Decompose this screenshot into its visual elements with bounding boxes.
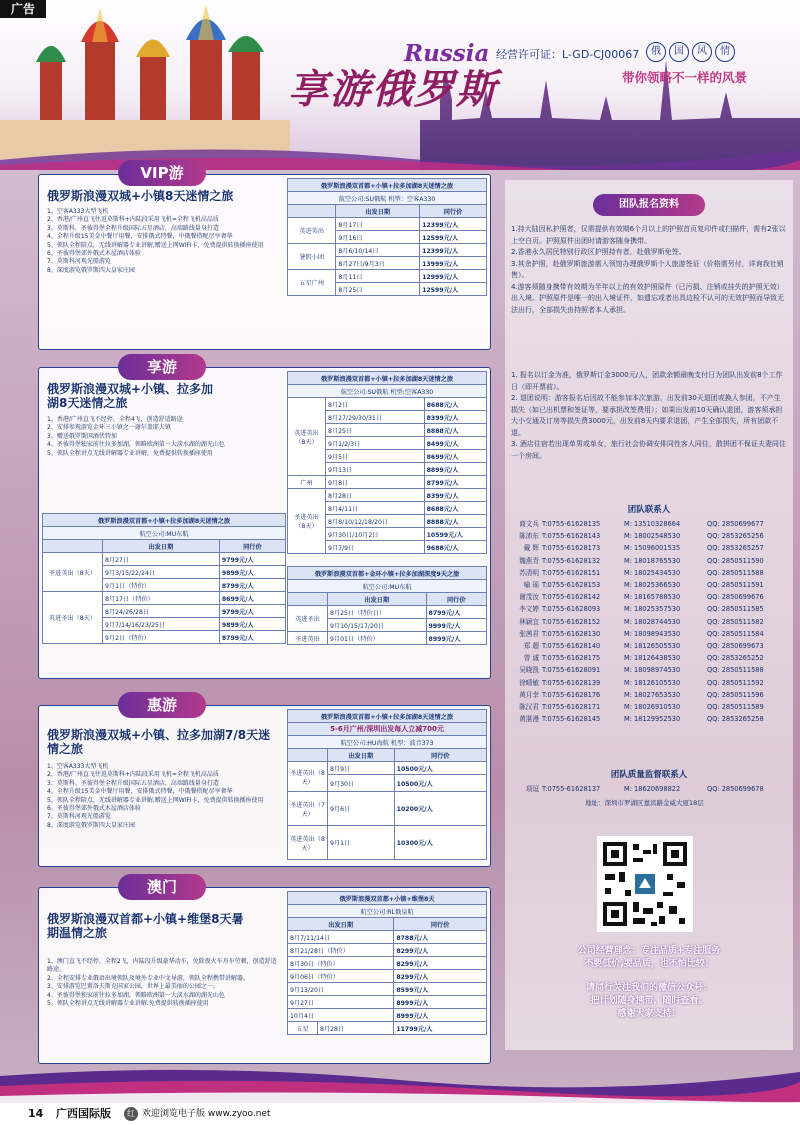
circle-char: 情 [715,42,735,62]
contact-row: 陈汉君 T:0755-61628171 M: 18026910530 QQ: 2850511589 [519,703,764,712]
bottom-wave-decoration [0,1066,800,1104]
table-title: 俄罗斯浪漫双首都+金环小镇+拉多加湖深度9天之旅 [288,567,487,580]
table-row: 9月06日（特价） 8299元/人 [288,970,487,983]
contact-row: 商文兵 T:0755-61628135 M: 13510328664 QQ: 2850699677 [519,520,764,528]
airline-info: 航空公司:RL俄皇航 [288,905,487,918]
signup-paragraphs [511,224,787,316]
booking-note: 2. 退团说明：游客报名后因故不能参加本次旅游，出发前30天退团或换人参团，不产生损失（如已出机票和签证等，要承担改签费用）；如果出发前10天确认退团，游客须承担大小交通及订房等损失费3000元，出发前8天内要求退团，产生全部损失，所有团款不退。 [511,394,783,437]
russia-word: Russia [404,40,490,67]
license-number: 经营许可证：L-GD-CJ00067 [496,48,640,61]
table-row: 9月13日 8899元/人 [288,463,487,476]
vip-bullet: 3、莫斯科、圣彼得堡全程升级国际五星酒店，高端路线量身打造 [47,224,219,232]
signup-pill: 团队报名资料 [593,194,705,216]
hui-bullet: 5、领队全程陪点，无线讲解器专业讲解,赠送上网WIFI卡，免费提供转换插座使用 [47,796,264,804]
signup-para: 4.游客须随身携带有效期为半年以上的有效护照原件（已污损、注销或挂失的护照无效）出入境。护照原件是唯一的出入境证件，如遗忘或者出具边检不认可的无效护照而导致无法出行，全部损失由持照者本人承担。 [511,282,784,314]
vip-bullets [47,208,287,275]
table-row: 10月4日 8999元/人 [288,1009,487,1022]
contact-row: 张茜君 T:0755-61628130 M: 18098943530 QQ: 2850511584 [519,629,764,638]
table-row: 圣进英出 9月01日（特价） 8999元/人 [288,632,487,645]
wechat-line: 把计划随身携带，随时查看。 [590,996,708,1006]
contact-row: 徐晴敏 T:0755-61628139 M: 18126105530 QQ: 2850511592 [519,678,764,687]
circle-char: 国 [669,42,689,62]
hui-bullet: 8、深度游览俄罗斯四大皇家庄园 [47,821,135,829]
table-row: 圣进英出（8天） 8月27日 9799元/人 [43,553,286,566]
table-row: 8月27/29/30/31日 8399元/人 [288,411,487,424]
airline-info: 航空公司:MU东航 [288,580,487,593]
hui-bullets [47,763,287,830]
table-row: 9月2日（特价） 8799元/人 [43,631,286,644]
macau-bullet: 1、澳门直飞不经停，全程2飞，内陆段升级豪华动车，免除夜火车舟车劳顿，创造舒适路途。 [47,958,277,974]
table-title: 俄罗斯浪漫双首都+小镇+拉多加湖8天迷情之旅 [288,179,487,192]
paper-name: 广西国际版 [56,1107,111,1120]
xiang-price-table [287,371,487,554]
supervise-row: 项逗 T:0755-61628137 M: 18620698822 QQ: 2850699678 [525,785,764,793]
table-row: 9月30日 10500元/人 [288,775,487,792]
circle-characters [646,42,735,62]
contact-row: 郑 超 T:0755-61628140 M: 18126505530 QQ: 2850699673 [523,642,764,651]
xiang-bullet: 3、赠送俄罗斯国酒伏特加 [47,432,117,440]
vip-price-table [287,178,487,296]
table-row: 8月21/28日（特价） 8299元/人 [288,944,487,957]
table-row: 暑假小团 8月6/10/14日 12399元/人 [288,244,487,257]
macau-bullet: 4、圣彼得堡独家前往拉多加湖，领略欧洲第一大淡水湖的湖光山色 [47,991,225,999]
table-row: 8月4/11日 8688元/人 [288,502,487,515]
contact-row: 李文婷 T:0755-61628093 M: 18025357530 QQ: 2850511585 [519,605,764,614]
macau-bullets [47,958,277,1008]
table-row: 9月30日/10月2日 10599元/人 [288,528,487,541]
ad-tag: 广告 [0,0,46,18]
contact-row: 曾 诚 T:0755-61628175 M: 18126438530 QQ: 2853265252 [523,654,764,663]
airline-info: 航空公司:HU海航 机型：波音373 [288,736,487,749]
table-row: 英进圣出（8天） 8月17日（特价） 8699元/人 [43,592,286,605]
xiang-bullet: 2、安排参观游览金环三小镇之一谢尔盖耶夫镇 [47,424,171,432]
macau-card [38,887,491,1064]
hui-bullet: 7、莫斯科河观光船游览 [47,813,111,821]
contact-row: 魏燕青 T:0755-61628132 M: 18018765530 QQ: 2850511590 [519,556,764,565]
table-row: 9月10/15/17/20日 9999元/人 [288,619,487,632]
xiang-bullet: 4、圣彼得堡独家前往拉多加湖，领略欧洲第一大淡水湖的湖光山色 [47,441,225,449]
table-row: 8月7/11/14日 8788元/人 [288,931,487,944]
table-row: 五星 8月28日 11799元/人 [288,1022,487,1035]
hui-bullet: 3、莫斯科、圣彼得堡全程升级国际五星酒店，高端路线量身打造 [47,779,219,787]
contact-list [505,518,793,725]
vip-bullet: 7、莫斯科河观光船游览 [47,258,111,266]
airline-info: 航空公司:MU东航 [43,527,286,540]
table-row: 英进圣出 8月25日（特价日） 8799元/人 [288,606,487,619]
table-row: 英进英出 8月17日 12399元/人 [288,218,487,231]
philosophy [505,945,793,971]
table-row: 9月27日 8999元/人 [288,996,487,1009]
xiang-card [38,367,491,679]
booking-notes [511,370,787,462]
contact-row: 陈沛东 T:0755-61628143 M: 18002548530 QQ: 2853265256 [519,532,764,541]
hui-bullet: 4、全程升级15美金中餐厅用餐，安排俄式特餐，中俄餐搭配尽享奢华 [47,788,233,796]
macau-price-table: 俄罗斯浪漫双首都+小镇+维堡8天 航空公司:RL俄皇航 出发日期 同行价 8月7/11/14日 8788元/人 8月21/28日（特价） 8299元/人 8月30日（特价） 8299元/人 9月06日（特价） 8299元/人 9月13/20日 8599元/人 9月27日 8999元/人 10月4日 8999元/人 五星 8月28日 11799元/人 [287,891,487,1035]
table-row: 8月8/10/12/18/20日 8888元/人 [288,515,487,528]
table-row: 9月1日（特价） 8799元/人 [43,579,286,592]
vip-bullet: 4、全程升级15美金中餐厅用餐，安排俄式特餐，中俄餐搭配尽享奢华 [47,233,233,241]
contact-title: 团队联系人 [627,505,671,515]
contact-row: 林颖宜 T:0755-61628152 M: 18028744530 QQ: 2850511582 [519,617,764,626]
table-row: 8月27日/9月3日 13999元/人 [288,257,487,270]
table-row: 圣进英出（7天） 9月6日 10200元/人 [288,792,487,826]
xiang-mu-table: 俄罗斯浪漫双首都+小镇+拉多加湖8天迷情之旅 航空公司:MU东航 出发日期 同行价 圣进英出（8天） 8月27日 9799元/人 9月3/15/22/24日 9899元/人 9月1日（特价） 8799元/人 英进圣出（8天） 8月17日（特价） 8699元/人 8月24/26/28日 9799元/人 9月7/14/16/23/25日 9899元/人 9月2日（特价） 8799元/人 [42,513,286,644]
vip-card [38,174,491,350]
contact-row: 喻 瑶 T:0755-61628153 M: 18025366530 QQ: 2850511591 [523,581,764,590]
calligraphy-title: 享游俄罗斯 [288,66,498,113]
vip-bullet: 8、深度游览俄罗斯四大皇家庄园 [47,266,135,274]
table-row: 英进英出（8天） 8月2日 8688元/人 [288,398,487,411]
airline-info: 航空公司:SU俄航 机型：空客A330 [288,192,487,205]
table-row: 圣进英出（8天） 8月28日 8399元/人 [288,489,487,502]
signup-para: 1.持大陆因私护照者，仅需提供有效期6个月以上的护照首页复印件或扫描件，需有2张以上空白页。护照原件出团时请游客随身携带。 [511,225,786,245]
booking-note: 1. 报名以订金为准，俄罗斯订金3000元/人，团款余额最晚支付日为团队出发前8个工作日（即开票前）。 [511,371,783,391]
table-row: 英进英出（8天） 9月1日 10300元/人 [288,826,487,860]
xiang-9day-table: 俄罗斯浪漫双首都+金环小镇+拉多加湖深度9天之旅 航空公司:MU东航 出发日期 同行价 英进圣出 8月25日（特价日） 8799元/人 9月10/15/17/20日 9999元/人 圣进英出 9月01日（特价） 8999元/人 [287,566,487,645]
hui-title: 俄罗斯浪漫双城+小镇、拉多加湖7/8天迷情之旅 [47,728,271,756]
xiang-pill: 享游 [118,354,206,380]
right-column [505,180,793,1050]
table-title: 俄罗斯浪漫双首都+小镇+拉多加湖8天迷情之旅 [288,710,487,723]
philosophy-line: 不要低价,要品质，也不怕比较！ [584,959,714,969]
address: 地址：深圳市罗湖区嘉宾路金威大厦18层 [585,799,704,807]
hui-bullet: 1、空客A333大型飞机 [47,763,109,770]
contact-row: 黄湛漫 T:0755-61628145 M: 18129952530 QQ: 2853265258 [519,715,764,724]
macau-pill: 澳门 [118,874,206,900]
xiang-title: 俄罗斯浪漫双城+小镇、拉多加湖8天迷情之旅 [47,382,214,410]
macau-bullet: 3、安排游览巴甫洛夫斯克国家公园，世界上最美丽的公园之一。 [47,983,219,991]
table-row: 9月1/2/3日 8499元/人 [288,437,487,450]
macau-bullet: 5、领队全程讲点无线讲解器专业讲解.免费提供转换插座使用 [47,1000,209,1008]
wechat-qr-code-icon [597,836,693,932]
table-title: 俄罗斯浪漫双首都+小镇+维堡8天 [288,892,487,905]
col-date: 出发日期 [336,205,420,218]
table-title: 俄罗斯浪漫双首都+小镇+拉多加湖8天迷情之旅 [288,372,487,385]
table-row: 8月25日 12599元/人 [288,283,487,296]
vip-bullet: 1、空客A333大型飞机 [47,208,109,215]
vip-bullet: 5、领队全程陪点，无线讲解器专业讲解,赠送上网WIFI卡，免费提供转换插座使用 [47,241,264,249]
table-row: 8月25日 8888元/人 [288,424,487,437]
table-row: 9月16日 12599元/人 [288,231,487,244]
footer-url-text[interactable]: 欢迎浏览电子版 www.zyoo.net [142,1109,271,1119]
promo-text: 5-6月广州/深圳出发每人立减700元 [288,723,487,736]
airline-info: 航空公司:SU俄航 机型:空客A330 [288,385,487,398]
vip-bullet: 6、圣彼得堡郊外俄式木屋酒店体验 [47,250,141,258]
vip-bullet: 2、香港/广州直飞往返莫斯科+内陆段采用飞机=全程飞机高品质 [47,216,219,224]
table-row: 9月13/20日 8599元/人 [288,983,487,996]
hui-bullet: 2、香港/广州直飞往返莫斯科+内陆段采用飞机=全程飞机高品质 [47,771,219,779]
table-title: 俄罗斯浪漫双首都+小镇+拉多加湖8天迷情之旅 [43,514,286,527]
table-row: 五星广州 8月11日 12999元/人 [288,270,487,283]
slogan: 带你领略不一样的风景 [622,70,748,85]
vip-title: 俄罗斯浪漫双城+小镇8天迷情之旅 [47,189,234,203]
contact-row: 黄月幸 T:0755-61628176 M: 18027653530 QQ: 2850511596 [519,690,764,699]
table-row: 8月30日（特价） 8299元/人 [288,957,487,970]
table-row: 9月3/15/22/24日 9899元/人 [43,566,286,579]
red-logo-icon: 红 [124,1107,138,1121]
hui-price-table: 俄罗斯浪漫双首都+小镇+拉多加湖8天迷情之旅 5-6月广州/深圳出发每人立减700元 航空公司:HU海航 机型：波音373 出发日期 同行价 圣进英出（8天） 8月9日 10500元/人 9月30日 10500元/人 圣进英出（7天） 9月6日 10200元/人 英进英出（8天） 9月1日 10300元/人 [287,709,487,860]
circle-char: 俄 [646,42,666,62]
col-price: 同行价 [420,205,487,218]
supervise-title: 团队质量监督联系人 [610,770,688,780]
table-row: 9月7/9日 9688元/人 [288,541,487,554]
table-row: 8月24/26/28日 9799元/人 [43,605,286,618]
signup-para: 3.其余护照，赴俄罗斯旅游需入领馆办理俄罗斯个人旅游签证（价格需另付，详询我社销售）。 [511,259,784,279]
hui-bullet: 6、圣彼得堡郊外俄式木屋酒店体验 [47,805,141,813]
booking-note: 3. 酒店住宿若出现单男或单女，旅行社会协调安排同性客人同住，散拼团不保证夫妻同住一个房间。 [511,440,786,460]
table-row: 9月5日 8699元/人 [288,450,487,463]
hui-card [38,705,491,867]
circle-char: 风 [692,42,712,62]
wechat-line: 感谢大家支持！ [617,1009,681,1019]
table-row: 圣进英出（8天） 8月9日 10500元/人 [288,762,487,775]
xiang-bullet: 5、领队全程讲点无线讲解器专业讲解，免费提供转换插座使用 [47,449,213,457]
table-row: 广州 9月8日 8799元/人 [288,476,487,489]
table-row: 9月7/14/16/23/25日 9899元/人 [43,618,286,631]
signup-para: 2.香港永久居民特别行政区护照持有者，赴俄罗斯免签。 [511,248,686,256]
contact-row: 谢茂汝 T:0755-61628142 M: 18165788530 QQ: 2850699676 [519,593,764,602]
hui-pill: 惠游 [118,692,206,718]
wechat-text [505,982,793,1021]
philosophy-line: 公司经营理念：专注品质+专注服务 [577,946,721,956]
xiang-bullets [47,416,287,458]
contact-row: 戴 辉 T:0755-61628173 M: 15096001535 QQ: 2853265257 [523,544,764,553]
vip-pill: VIP游 [118,160,206,186]
macau-bullet: 2、全程安排专业俄语出境领队及境外专业中文导游，领队全程携带讲解器。 [47,974,249,982]
page-footer [0,1103,800,1125]
contact-row: 吴晓凯 T:0755-61628091 M: 18098974530 QQ: 2850511588 [519,666,764,675]
macau-title: 俄罗斯浪漫双首都+小镇+维堡8天暑期温情之旅 [47,912,244,940]
contact-row: 苏清明 T:0755-61628151 M: 18025434530 QQ: 2850511588 [519,568,764,577]
wechat-line: 请同行关注我们的微信公众号： [585,983,712,993]
page-number: 14 [28,1107,44,1120]
xiang-bullet: 1、香港/广州直飞不经停，全程4飞，创造舒适路途 [47,416,183,423]
